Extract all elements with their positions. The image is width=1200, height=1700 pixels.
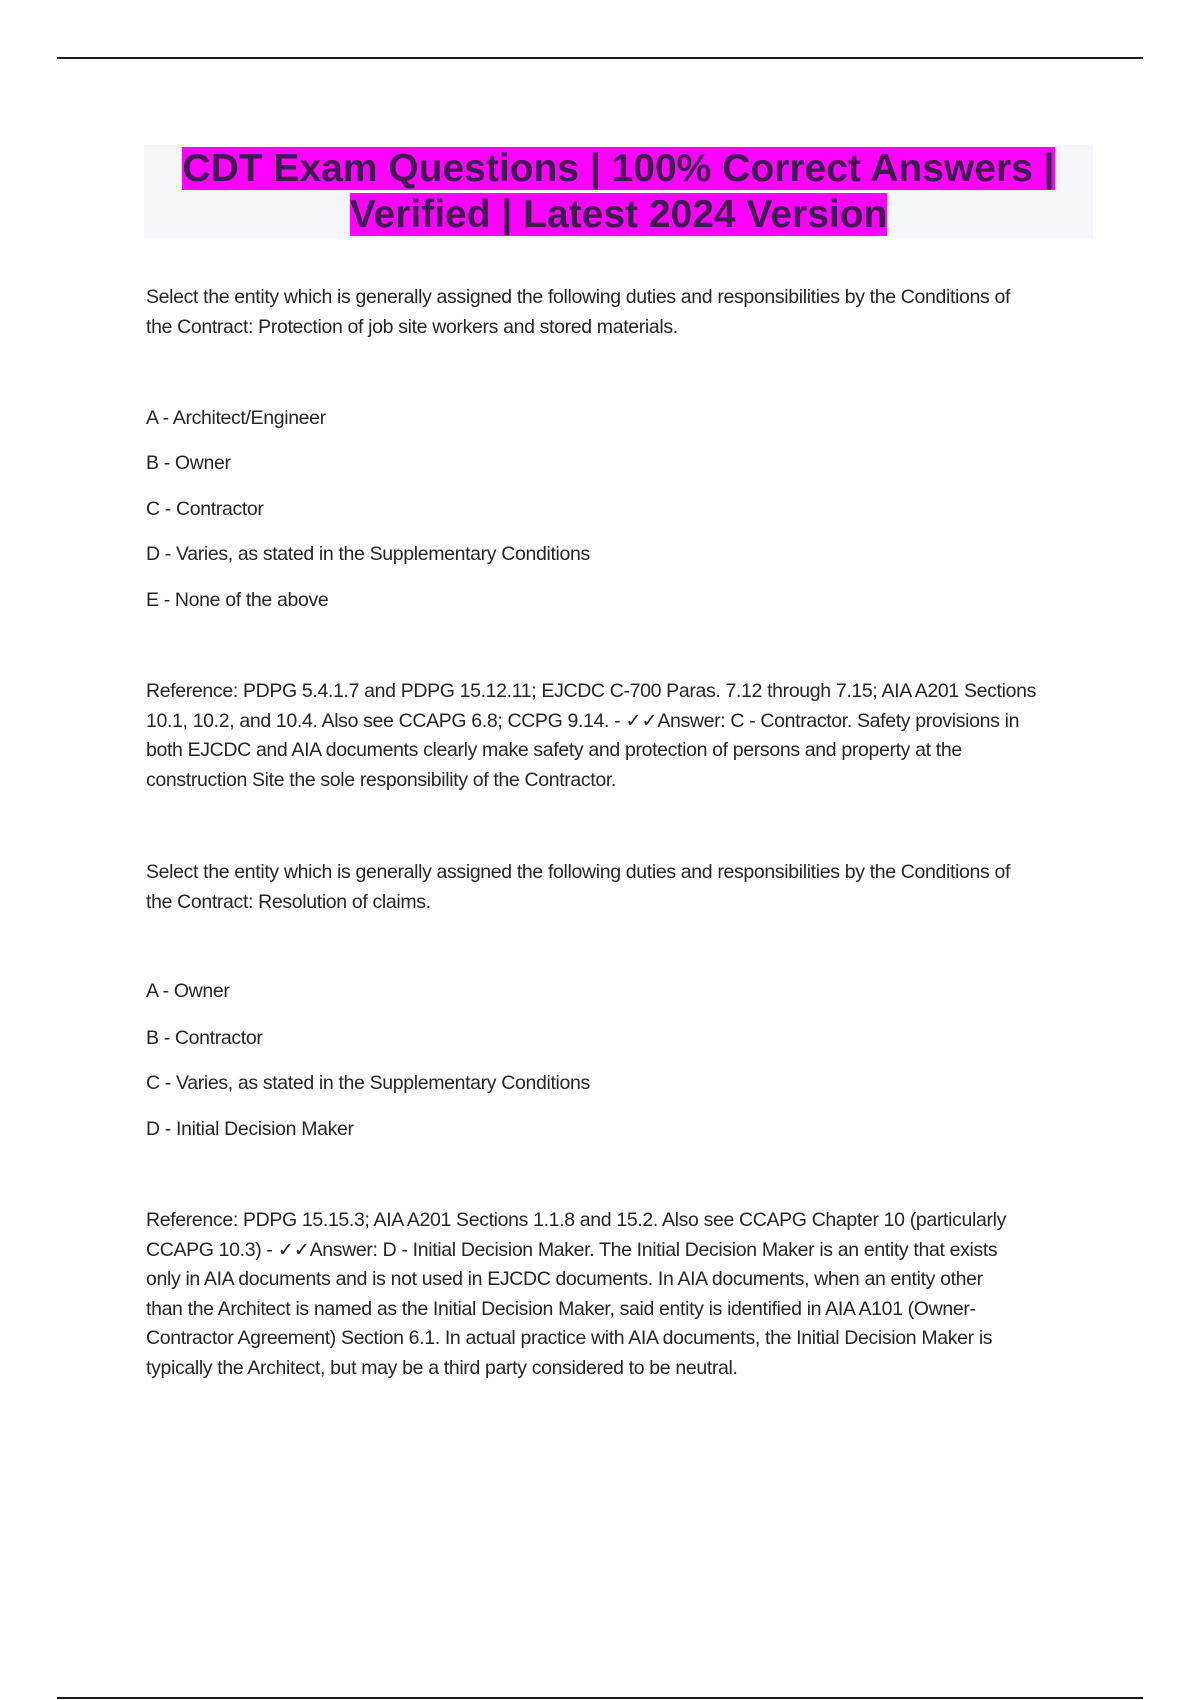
option-d: D - Varies, as stated in the Supplementary Conditions — [146, 543, 590, 565]
reference-line: Reference: PDPG 5.4.1.7 and PDPG 15.12.11; EJCDC C-700 Paras. 7.12 through 7.15; AIA A201 Sections — [146, 680, 1036, 702]
option-b: B - Owner — [146, 452, 231, 474]
prompt-line: Select the entity which is generally assigned the following duties and responsibilities by the Conditions of — [146, 286, 1011, 308]
prompt-line: the Contract: Protection of job site workers and stored materials. — [146, 315, 678, 338]
option-c: C - Contractor — [146, 498, 264, 520]
option-d: D - Initial Decision Maker — [146, 1118, 354, 1140]
title-line-2: Verified | Latest 2024 Version — [349, 193, 888, 236]
reference-line: CCAPG 10.3) - ✓✓Answer: D - Initial Decision Maker. The Initial Decision Maker is an entity that exists — [146, 1238, 998, 1261]
reference-line: Reference: PDPG 15.15.3; AIA A201 Sections 1.1.8 and 15.2. Also see CCAPG Chapter 10 (particularly — [146, 1209, 1006, 1231]
reference-line: only in AIA documents and is not used in EJCDC documents. In AIA documents, when an entity other — [146, 1268, 983, 1291]
reference-line: construction Site the sole responsibility of the Contractor. — [146, 768, 617, 791]
option-c: C - Varies, as stated in the Supplementary Conditions — [146, 1072, 590, 1094]
title-line-1: CDT Exam Questions | 100% Correct Answers | — [182, 147, 1055, 190]
reference-line: both EJCDC and AIA documents clearly make safety and protection of persons and property at the — [146, 739, 962, 762]
prompt-line: Select the entity which is generally assigned the following duties and responsibilities by the Conditions of — [146, 861, 1011, 883]
reference-line: typically the Architect, but may be a third party considered to be neutral. — [146, 1356, 738, 1379]
reference-line: Contractor Agreement) Section 6.1. In actual practice with AIA documents, the Initial Decision Maker is — [146, 1327, 993, 1350]
footer-rule — [57, 1697, 1143, 1699]
answer-reference — [146, 1206, 1096, 1384]
option-a: A - Architect/Engineer — [146, 407, 326, 429]
option-a: A - Owner — [146, 980, 230, 1002]
prompt-line: the Contract: Resolution of claims. — [146, 890, 431, 913]
option-e: E - None of the above — [146, 589, 329, 611]
answer-reference — [146, 677, 1096, 795]
option-b: B - Contractor — [146, 1027, 263, 1049]
question-prompt — [146, 858, 1096, 917]
question-prompt — [146, 283, 1096, 342]
document-title — [144, 146, 1093, 238]
header-rule — [57, 57, 1143, 59]
reference-line: 10.1, 10.2, and 10.4. Also see CCAPG 6.8; CCPG 9.14. - ✓✓Answer: C - Contractor. Safety provisions in — [146, 709, 1020, 732]
reference-line: than the Architect is named as the Initial Decision Maker, said entity is identified in AIA A101 (Owner- — [146, 1297, 976, 1320]
